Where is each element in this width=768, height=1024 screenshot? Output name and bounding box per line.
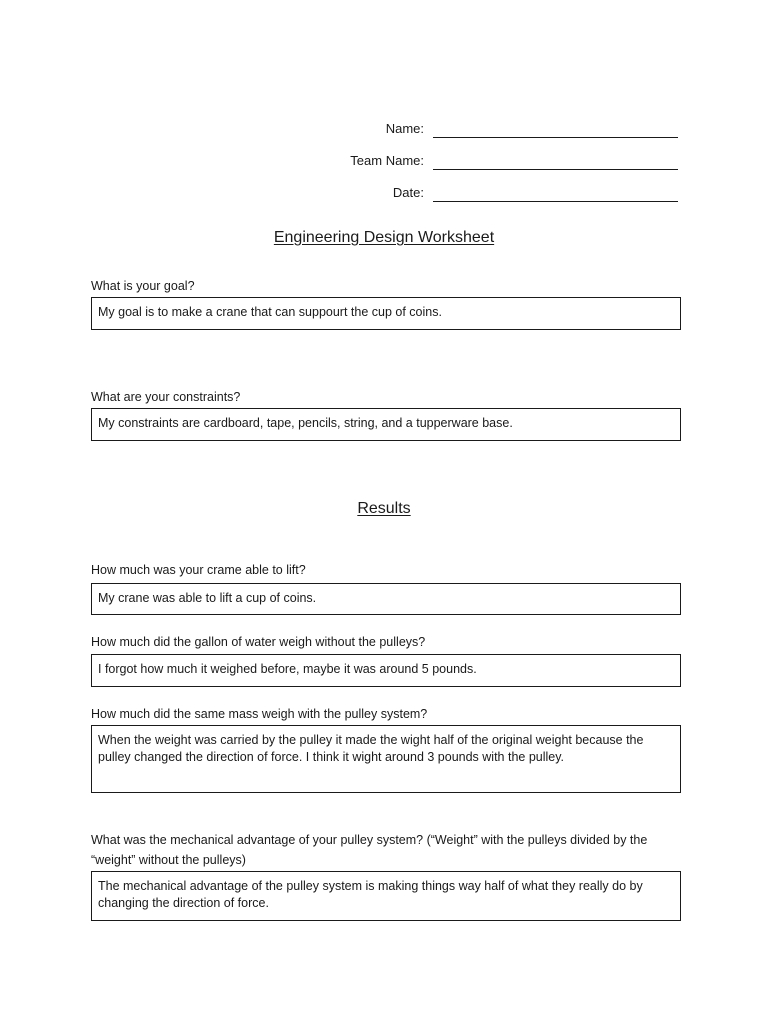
date-input-line[interactable]	[433, 201, 678, 202]
name-input-line[interactable]	[433, 137, 678, 138]
goal-question: What is your goal?	[91, 279, 195, 293]
team-name-label: Team Name:	[350, 153, 424, 168]
results-heading: Results	[357, 500, 411, 517]
weight-with-pulleys-question: How much did the same mass weigh with the pulley system?	[91, 707, 428, 721]
lift-question: How much was your crame able to lift?	[91, 563, 306, 577]
date-field-row	[300, 185, 680, 207]
page-title: Engineering Design Worksheet	[273, 229, 495, 246]
mechanical-advantage-answer-box[interactable]: The mechanical advantage of the pulley system is making things way half of what they really do by changing the direction of force.	[91, 871, 681, 921]
constraints-answer-box[interactable]: My constraints are cardboard, tape, pencils, string, and a tupperware base.	[91, 408, 681, 441]
weight-with-pulleys-answer-box[interactable]: When the weight was carried by the pulley it made the wight half of the original weight because the pulley changed the direction of force. I think it wight around 3 pounds with the pulley.	[91, 725, 681, 793]
team-name-field-row	[300, 153, 680, 175]
weight-without-pulleys-answer-box[interactable]: I forgot how much it weighed before, maybe it was around 5 pounds.	[91, 654, 681, 687]
name-label: Name:	[385, 121, 424, 136]
constraints-question: What are your constraints?	[91, 390, 241, 404]
mechanical-advantage-question: What was the mechanical advantage of your pulley system? (“Weight” with the pulleys divided by the “weight” without the pulleys)	[91, 833, 648, 867]
team-name-input-line[interactable]	[433, 169, 678, 170]
weight-without-pulleys-question: How much did the gallon of water weigh without the pulleys?	[91, 635, 426, 649]
date-label: Date:	[392, 185, 424, 200]
goal-answer-box[interactable]: My goal is to make a crane that can suppourt the cup of coins.	[91, 297, 681, 330]
name-field-row	[300, 121, 680, 143]
lift-answer-box[interactable]: My crane was able to lift a cup of coins.	[91, 583, 681, 615]
